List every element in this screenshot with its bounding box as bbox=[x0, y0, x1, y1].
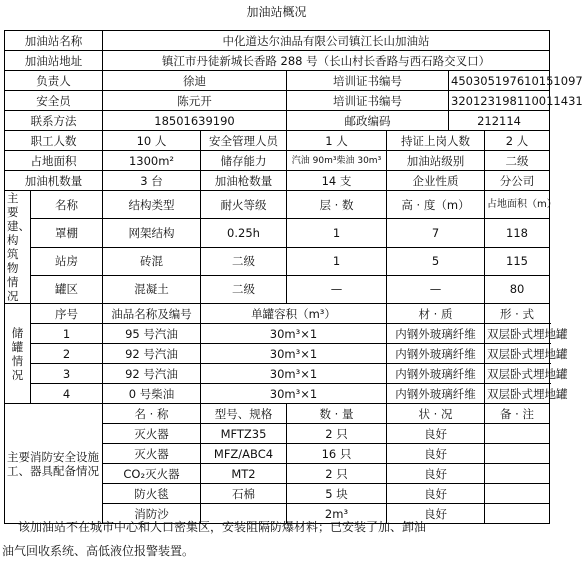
contact-row bbox=[5, 111, 550, 131]
cert1-label: 培训证书编号 bbox=[287, 71, 449, 91]
building-col-header: 层 · 数 bbox=[287, 191, 387, 219]
fire-cell: 良好 bbox=[387, 484, 485, 504]
name-label: 加油站名称 bbox=[5, 31, 103, 51]
footer-line-2: 油气回收系统、高低液位报警装置。 bbox=[2, 544, 195, 558]
fire-col-header: 状 · 况 bbox=[387, 404, 485, 424]
building-col-header: 名称 bbox=[31, 191, 103, 219]
fire-cell bbox=[485, 464, 550, 484]
building-cell: 7 bbox=[387, 219, 485, 247]
fire-cell: 灭火器 bbox=[103, 444, 201, 464]
level-label: 加油站级别 bbox=[387, 151, 485, 171]
fire-cell: MFTZ35 bbox=[201, 424, 287, 444]
staff-row bbox=[5, 131, 550, 151]
tank-cell: 双层卧式埋地罐 bbox=[485, 384, 550, 404]
building-row bbox=[5, 275, 550, 303]
fire-cell: 2 只 bbox=[287, 424, 387, 444]
fire-cell: 消防沙 bbox=[103, 504, 201, 524]
station-overview-table bbox=[4, 30, 583, 524]
tank-row bbox=[5, 344, 550, 364]
fire-cell: CO₂灭火器 bbox=[103, 464, 201, 484]
fire-cell: 良好 bbox=[387, 424, 485, 444]
fire-cell: 2m³ bbox=[287, 504, 387, 524]
tank-cell: 30m³×1 bbox=[201, 384, 387, 404]
tank-cell: 双层卧式埋地罐 bbox=[485, 324, 550, 344]
fire-cell: 灭火器 bbox=[103, 424, 201, 444]
tank-cell: 内钢外玻璃纤维 bbox=[387, 384, 485, 404]
fire-cell: 良好 bbox=[387, 504, 485, 524]
tank-col-header: 单罐容积（m³） bbox=[201, 304, 387, 324]
building-cell: 115 bbox=[485, 247, 550, 275]
fire-col-header: 数 · 量 bbox=[287, 404, 387, 424]
mgr-value: 1 人 bbox=[287, 131, 387, 151]
tank-cell: 95 号汽油 bbox=[103, 324, 201, 344]
tanks-header-row bbox=[5, 304, 550, 324]
building-row bbox=[5, 247, 550, 275]
tank-cell: 0 号柴油 bbox=[103, 384, 201, 404]
cert2-label: 培训证书编号 bbox=[287, 91, 449, 111]
fire-cell: MT2 bbox=[201, 464, 287, 484]
building-row bbox=[5, 219, 550, 247]
tank-cell: 内钢外玻璃纤维 bbox=[387, 344, 485, 364]
tank-cell: 30m³×1 bbox=[201, 324, 387, 344]
guns-value: 14 支 bbox=[287, 171, 387, 191]
post-label: 邮政编码 bbox=[287, 111, 449, 131]
building-cell: 罐区 bbox=[31, 275, 103, 303]
fire-cell: 16 只 bbox=[287, 444, 387, 464]
building-col-header: 耐火等级 bbox=[201, 191, 287, 219]
address-value: 镇江市丹徒新城长香路 288 号（长山村长香路与西石路交叉口） bbox=[103, 51, 550, 71]
building-cell: 118 bbox=[485, 219, 550, 247]
cert-staff-label: 持证上岗人数 bbox=[387, 131, 485, 151]
area-row bbox=[5, 151, 550, 171]
storage-value: 汽油 90m³柴油 30m³ bbox=[287, 151, 387, 171]
tank-row bbox=[5, 384, 550, 404]
fire-col-header: 名 · 称 bbox=[103, 404, 201, 424]
fire-cell: 2 只 bbox=[287, 464, 387, 484]
footer-line-1: 该加油站不在城市中心和人口密集区，安装阻隔防爆材料；已安装了加、卸油 bbox=[18, 520, 427, 534]
fire-cell bbox=[485, 444, 550, 464]
building-cell: — bbox=[287, 275, 387, 303]
head-value: 徐迪 bbox=[103, 71, 287, 91]
staff-label: 职工人数 bbox=[5, 131, 103, 151]
storage-label: 储存能力 bbox=[201, 151, 287, 171]
footer-note bbox=[2, 515, 548, 563]
post-value: 212114 bbox=[449, 111, 550, 131]
name-row bbox=[5, 31, 550, 51]
fire-cell bbox=[485, 484, 550, 504]
staff-value: 10 人 bbox=[103, 131, 201, 151]
area-value: 1300m² bbox=[103, 151, 201, 171]
fire-cell: 良好 bbox=[387, 444, 485, 464]
tank-cell: 内钢外玻璃纤维 bbox=[387, 324, 485, 344]
address-label: 加油站地址 bbox=[5, 51, 103, 71]
building-cell: 5 bbox=[387, 247, 485, 275]
tank-cell: 4 bbox=[31, 384, 103, 404]
building-cell: 网架结构 bbox=[103, 219, 201, 247]
safety-value: 陈元开 bbox=[103, 91, 287, 111]
fire-col-header: 备 · 注 bbox=[485, 404, 550, 424]
fire-section-label: 主要消防安全设施工、器具配备情况 bbox=[5, 404, 103, 524]
name-value: 中化道达尔油品有限公司镇江长山加油站 bbox=[103, 31, 550, 51]
head-row bbox=[5, 71, 550, 91]
fire-cell: 石棉 bbox=[201, 484, 287, 504]
building-cell: 砖混 bbox=[103, 247, 201, 275]
building-cell: 80 bbox=[485, 275, 550, 303]
nature-value: 分公司 bbox=[485, 171, 550, 191]
fire-cell: 良好 bbox=[387, 464, 485, 484]
tank-cell: 30m³×1 bbox=[201, 344, 387, 364]
fire-header-row bbox=[5, 404, 550, 424]
fire-col-header: 型号、规格 bbox=[201, 404, 287, 424]
tank-cell: 双层卧式埋地罐 bbox=[485, 364, 550, 384]
building-col-header: 结构类型 bbox=[103, 191, 201, 219]
building-cell: 罩棚 bbox=[31, 219, 103, 247]
tank-row bbox=[5, 364, 550, 384]
building-cell: — bbox=[387, 275, 485, 303]
guns-label: 加油枪数量 bbox=[201, 171, 287, 191]
cert1-value: 450305197610151097 bbox=[449, 71, 550, 91]
building-col-header: 占地面积（m） bbox=[485, 191, 550, 219]
tank-cell: 双层卧式埋地罐 bbox=[485, 344, 550, 364]
contact-label: 联系方法 bbox=[5, 111, 103, 131]
tank-cell: 内钢外玻璃纤维 bbox=[387, 364, 485, 384]
tank-cell: 30m³×1 bbox=[201, 364, 387, 384]
contact-value: 18501639190 bbox=[103, 111, 287, 131]
head-label: 负责人 bbox=[5, 71, 103, 91]
nature-label: 企业性质 bbox=[387, 171, 485, 191]
tank-col-header: 材 · 质 bbox=[387, 304, 485, 324]
fire-cell: 5 块 bbox=[287, 484, 387, 504]
level-value: 二级 bbox=[485, 151, 550, 171]
tank-cell: 92 号汽油 bbox=[103, 344, 201, 364]
machines-value: 3 台 bbox=[103, 171, 201, 191]
tank-cell: 2 bbox=[31, 344, 103, 364]
building-cell: 1 bbox=[287, 247, 387, 275]
building-cell: 站房 bbox=[31, 247, 103, 275]
machines-row bbox=[5, 171, 550, 191]
building-cell: 1 bbox=[287, 219, 387, 247]
address-row bbox=[5, 51, 550, 71]
tank-row bbox=[5, 324, 550, 344]
tank-cell: 3 bbox=[31, 364, 103, 384]
tank-col-header: 序号 bbox=[31, 304, 103, 324]
buildings-header-row bbox=[5, 191, 550, 219]
cert2-value: 320123198110011431 bbox=[449, 91, 550, 111]
buildings-section-label: 主要建、构筑物情况 bbox=[5, 191, 31, 304]
fire-cell: 防火毯 bbox=[103, 484, 201, 504]
mgr-label: 安全管理人员 bbox=[201, 131, 287, 151]
area-label: 占地面积 bbox=[5, 151, 103, 171]
building-cell: 二级 bbox=[201, 247, 287, 275]
tank-cell: 1 bbox=[31, 324, 103, 344]
tanks-section-label: 储罐情况 bbox=[5, 304, 31, 404]
tank-col-header: 形 · 式 bbox=[485, 304, 550, 324]
machines-label: 加油机数量 bbox=[5, 171, 103, 191]
building-cell: 0.25h bbox=[201, 219, 287, 247]
fire-cell: MFZ/ABC4 bbox=[201, 444, 287, 464]
safety-row bbox=[5, 91, 550, 111]
safety-label: 安全员 bbox=[5, 91, 103, 111]
fire-cell bbox=[485, 424, 550, 444]
building-col-header: 高 · 度（m） bbox=[387, 191, 485, 219]
cert-staff-value: 2 人 bbox=[485, 131, 550, 151]
building-cell: 混凝土 bbox=[103, 275, 201, 303]
building-cell: 二级 bbox=[201, 275, 287, 303]
page-title: 加油站概况 bbox=[246, 5, 307, 19]
tank-col-header: 油品名称及编号 bbox=[103, 304, 201, 324]
tank-cell: 92 号汽油 bbox=[103, 364, 201, 384]
